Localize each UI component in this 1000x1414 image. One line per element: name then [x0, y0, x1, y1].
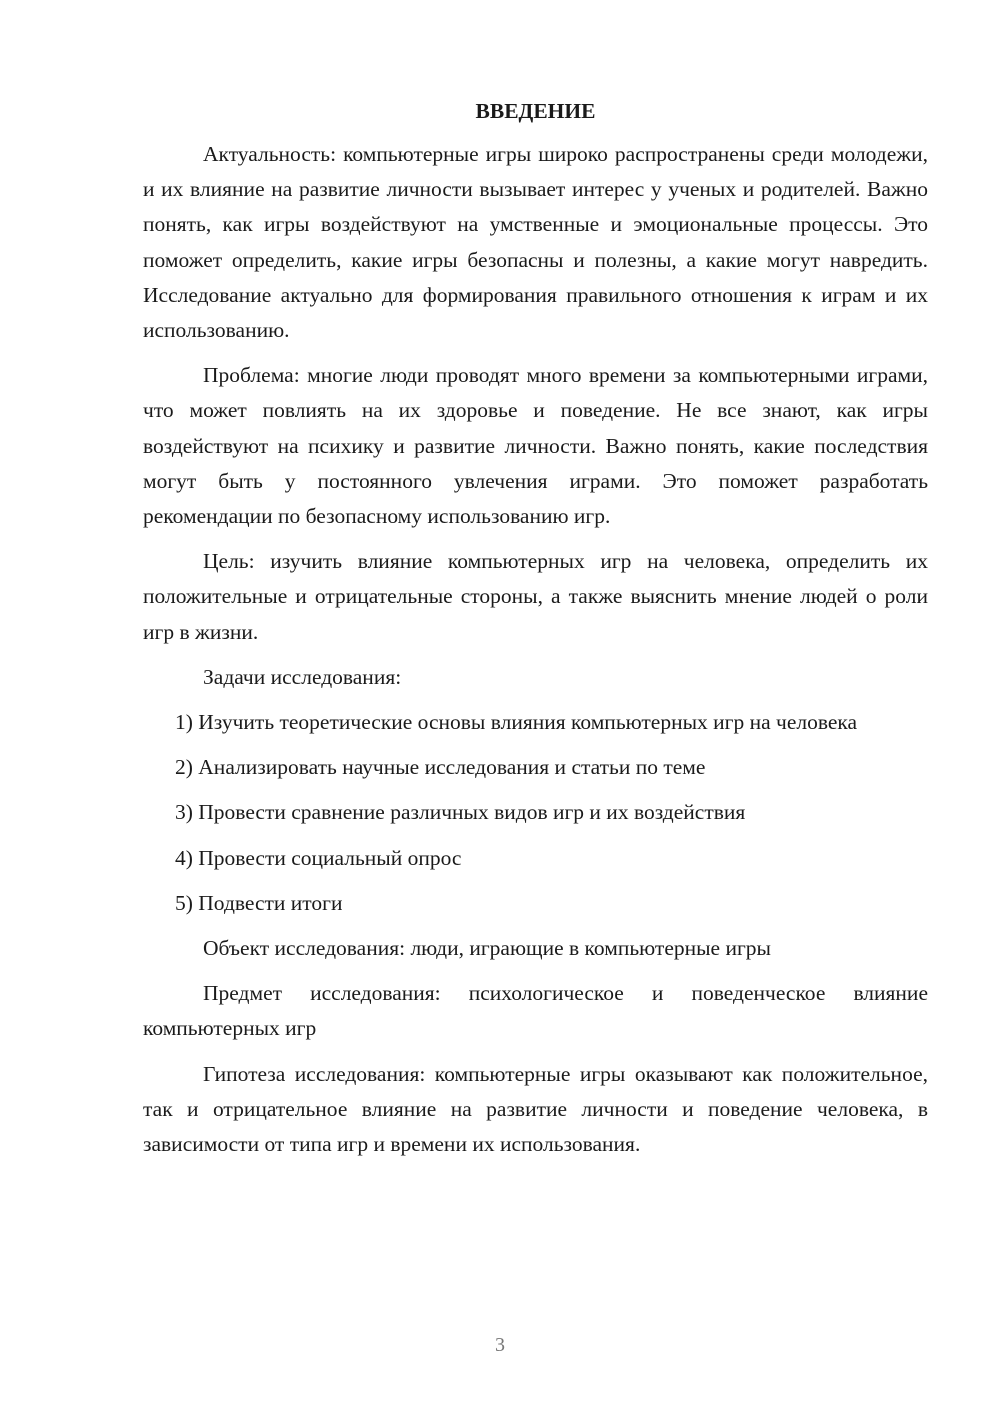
subject-paragraph: Предмет исследования: психологическое и поведенческое влияние компьютерных игр — [143, 981, 928, 1041]
object-paragraph: Объект исследования: люди, играющие в компьютерные игры — [203, 936, 771, 961]
task-item-5: 5) Подвести итоги — [175, 890, 343, 915]
task-item-4: 4) Провести социальный опрос — [175, 845, 462, 870]
task-item-1: 1) Изучить теоретические основы влияния компьютерных игр на человека — [175, 710, 858, 735]
tasks-heading: Задачи исследования: — [203, 664, 402, 689]
problem-paragraph: Проблема: многие люди проводят много времени за компьютерными играми, что может повлиять на их здоровье и поведение. Не все знают, как игры воздействуют на психику и развитие личности. Важно понять, какие последствия могут быть у постоянного увлечения играми. Это поможет разработать рекомендации по безопасному использованию игр. — [143, 363, 928, 529]
task-item-3: 3) Провести сравнение различных видов игр и их воздействия — [175, 800, 746, 825]
hypothesis-paragraph: Гипотеза исследования: компьютерные игры оказывают как положительное, так и отрицательное влияние на развитие личности и поведение человека, в зависимости от типа игр и времени их использования. — [143, 1061, 928, 1157]
page-title: ВВЕДЕНИЕ — [475, 99, 596, 123]
relevance-paragraph: Актуальность: компьютерные игры широко распространены среди молодежи, и их влияние на развитие личности вызывает интерес у ученых и родителей. Важно понять, как игры воздействуют на умственные и эмоциональные процессы. Это поможет определить, какие игры безопасны и полезны, а какие могут навредить. Исследование актуально для формирования правильного отношения к играм и их использованию. — [143, 142, 928, 343]
page-number: 3 — [495, 1334, 505, 1356]
goal-paragraph: Цель: изучить влияние компьютерных игр на человека, определить их положительные и отрицательные стороны, а также выяснить мнение людей о роли игр в жизни. — [143, 549, 928, 644]
document-page — [143, 96, 928, 1172]
task-item-2: 2) Анализировать научные исследования и статьи по теме — [175, 755, 706, 780]
